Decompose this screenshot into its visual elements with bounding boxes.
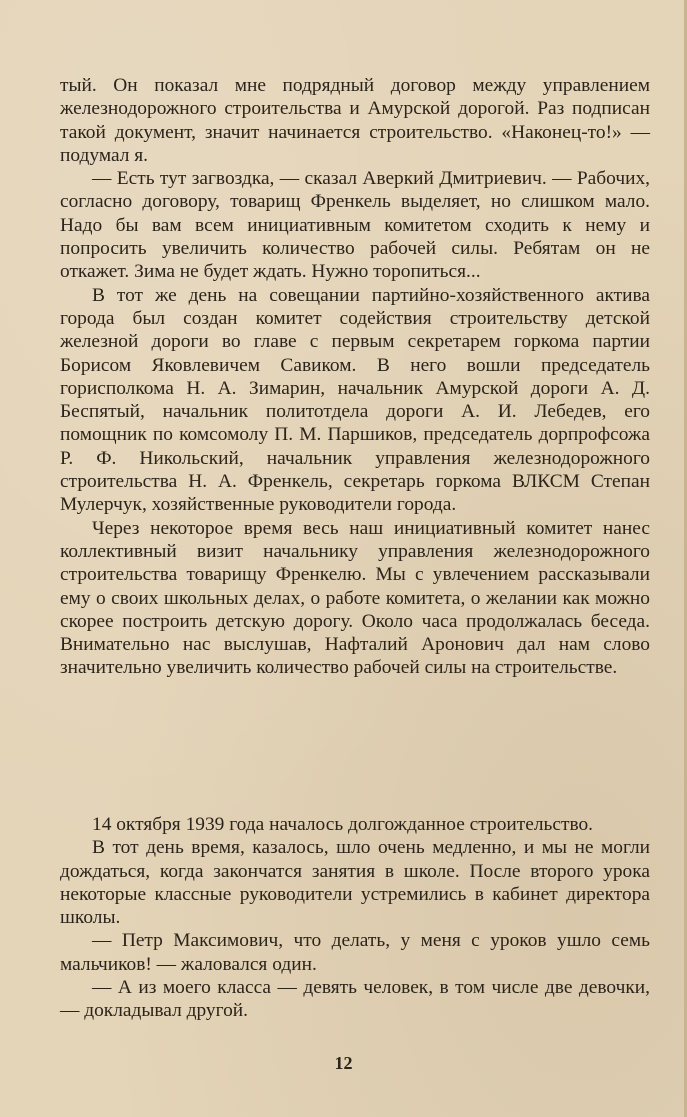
paragraph: Через некоторое время весь наш инициативный комитет нанес коллективный визит начальнику управления железнодорожного строительства товарищу Френкелю. Мы с увлечением рассказывали ему о своих школьных делах, о работе комитета, о желании как можно скорее построить детскую дорогу. Около часа продолжалась беседа. Внимательно нас выслушав, Нафталий Аронович дал нам слово значительно увеличить количество рабочей силы на строительстве. [60,517,650,679]
text-section-1 [60,74,650,680]
paragraph: — А из моего класса — девять человек, в том числе две девочки, — докладывал другой. [60,977,650,1022]
page-number: 12 [334,1053,353,1073]
paragraph: — Петр Максимович, что делать, у меня с уроков ушло семь мальчиков! — жаловался один. [60,930,650,975]
paragraph: В тот день время, казалось, шло очень медленно, и мы не могли дождаться, когда закончатся занятия в школе. После второго урока некоторые классные руководители устремились в кабинет директора школы. [60,837,650,929]
paragraph: тый. Он показал мне подрядный договор между управлением железнодорожного строительства и Амурской дорогой. Раз подписан такой документ, значит начинается строительство. «Наконец-то!» — подумал я. [60,75,650,166]
paragraph: — Есть тут загвоздка, — сказал Аверкий Дмитриевич. — Рабочих, согласно договору, товарищ Френкель выделяет, но слишком мало. Надо бы вам всем инициативным комитетом сходить к нему и попросить увеличить количество рабочей силы. Ребятам он не откажет. Зима не будет ждать. Нужно торопиться... [60,168,650,283]
paragraph: В тот же день на совещании партийно-хозяйственного актива города был создан комитет содействия строительству детской железной дороги во главе с первым секретарем горкома партии Борисом Яковлевичем Савиком. В него вошли председатель горисполкома Н. А. Зимарин, начальник Амурской дороги А. Д. Беспятый, начальник политотдела дороги А. И. Лебедев, его помощник по комсомолу П. М. Паршиков, председатель дорпрофсожа Р. Ф. Никольский, начальник управления железнодорожного строительства Н. А. Френкель, секретарь горкома ВЛКСМ Степан Мулерчук, хозяйственные руководители города. [60,284,650,516]
paragraph: 14 октября 1939 года началось долгожданное строительство. [92,814,594,835]
text-section-2 [60,813,650,1023]
